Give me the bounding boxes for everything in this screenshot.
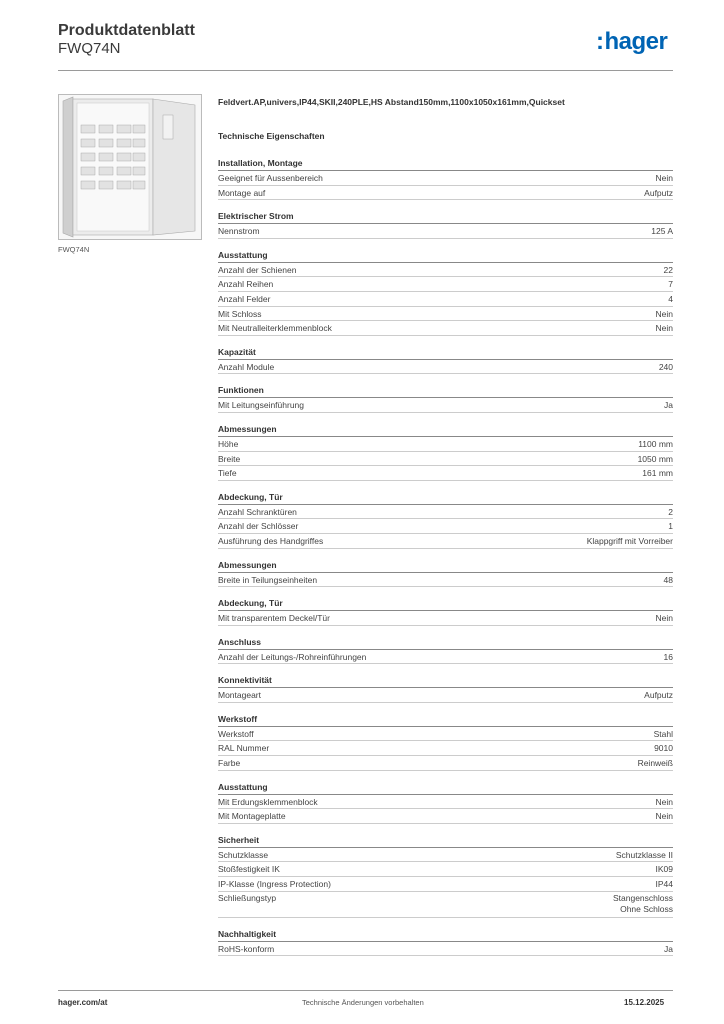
section-heading: Installation, Montage bbox=[218, 157, 673, 171]
spec-value: IK09 bbox=[655, 864, 673, 875]
spec-value: Aufputz bbox=[644, 690, 673, 701]
spec-section bbox=[218, 713, 673, 771]
spec-row bbox=[218, 727, 673, 742]
spec-value: Aufputz bbox=[644, 187, 673, 198]
spec-section bbox=[218, 491, 673, 549]
spec-label: Montage auf bbox=[218, 187, 266, 198]
spec-section bbox=[218, 928, 673, 957]
spec-row bbox=[218, 398, 673, 413]
spec-label: Farbe bbox=[218, 758, 241, 769]
spec-row bbox=[218, 862, 673, 877]
spec-label: Höhe bbox=[218, 438, 239, 449]
spec-section bbox=[218, 559, 673, 588]
section-heading: Kapazität bbox=[218, 346, 673, 360]
spec-row bbox=[218, 795, 673, 810]
spec-row bbox=[218, 466, 673, 481]
spec-value: 2 bbox=[668, 506, 673, 517]
spec-section bbox=[218, 157, 673, 200]
spec-value: 1 bbox=[668, 521, 673, 532]
tech-properties-title: Technische Eigenschaften bbox=[218, 131, 325, 141]
spec-label: Mit Erdungsklemmenblock bbox=[218, 796, 318, 807]
spec-section bbox=[218, 597, 673, 626]
footer-date: 15.12.2025 bbox=[624, 998, 665, 1007]
section-heading: Abmessungen bbox=[218, 423, 673, 437]
spec-label: Schutzklasse bbox=[218, 849, 269, 860]
spec-label: Ausführung des Handgriffes bbox=[218, 535, 324, 546]
spec-value: IP44 bbox=[655, 879, 673, 890]
spec-row bbox=[218, 186, 673, 201]
spec-section bbox=[218, 781, 673, 824]
spec-label: Mit Montageplatte bbox=[218, 811, 286, 822]
spec-label: Anzahl Reihen bbox=[218, 279, 274, 290]
spec-value: Reinweiß bbox=[637, 758, 673, 769]
spec-row bbox=[218, 650, 673, 665]
spec-row bbox=[218, 519, 673, 534]
spec-row bbox=[218, 263, 673, 278]
article-number: FWQ74N bbox=[58, 40, 121, 57]
spec-value bbox=[613, 893, 673, 917]
hager-logo: :hager bbox=[596, 28, 668, 55]
spec-value: 4 bbox=[668, 293, 673, 304]
spec-value: 1100 mm bbox=[638, 438, 673, 449]
spec-row bbox=[218, 360, 673, 375]
spec-label: Mit Leitungseinführung bbox=[218, 400, 305, 411]
spec-label: Breite in Teilungseinheiten bbox=[218, 574, 318, 585]
spec-row bbox=[218, 277, 673, 292]
section-heading: Ausstattung bbox=[218, 781, 673, 795]
image-caption: FWQ74N bbox=[58, 245, 90, 254]
header-divider bbox=[58, 70, 673, 71]
spec-section bbox=[218, 636, 673, 665]
footer-website: hager.com/at bbox=[58, 998, 108, 1007]
spec-value-line: Ohne Schloss bbox=[620, 903, 673, 914]
section-heading: Ausstattung bbox=[218, 249, 673, 263]
spec-value: Stahl bbox=[653, 728, 673, 739]
spec-value: 7 bbox=[668, 279, 673, 290]
section-heading: Konnektivität bbox=[218, 674, 673, 688]
spec-label: Anzahl der Leitungs-/Rohreinführungen bbox=[218, 651, 367, 662]
spec-value: 161 mm bbox=[642, 468, 673, 479]
spec-section bbox=[218, 210, 673, 239]
spec-section bbox=[218, 346, 673, 375]
product-specs bbox=[218, 97, 673, 966]
spec-value: Klappgriff mit Vorreiber bbox=[586, 535, 673, 546]
spec-value: 1050 mm bbox=[637, 453, 673, 464]
spec-row bbox=[218, 505, 673, 520]
spec-row bbox=[218, 171, 673, 186]
spec-row bbox=[218, 292, 673, 307]
section-heading: Abdeckung, Tür bbox=[218, 597, 673, 611]
spec-value: 48 bbox=[663, 574, 673, 585]
spec-label: IP-Klasse (Ingress Protection) bbox=[218, 879, 331, 890]
spec-section bbox=[218, 249, 673, 336]
spec-row bbox=[218, 877, 673, 892]
spec-label: Anzahl Schranktüren bbox=[218, 506, 297, 517]
spec-label: Stoßfestigkeit IK bbox=[218, 864, 280, 875]
section-heading: Sicherheit bbox=[218, 834, 673, 848]
spec-value: Ja bbox=[664, 400, 673, 411]
spec-value: Nein bbox=[655, 811, 673, 822]
spec-value: 22 bbox=[663, 264, 673, 275]
section-heading: Funktionen bbox=[218, 384, 673, 398]
spec-section bbox=[218, 384, 673, 413]
spec-label: Anzahl der Schienen bbox=[218, 264, 297, 275]
product-image bbox=[58, 94, 202, 240]
spec-label: Geeignet für Aussenbereich bbox=[218, 173, 323, 183]
spec-row bbox=[218, 809, 673, 824]
spec-label: Schließungstyp bbox=[218, 892, 277, 903]
spec-value: 125 A bbox=[651, 226, 673, 237]
spec-value-line: Stangenschloss bbox=[612, 892, 673, 903]
footer-note: Technische Änderungen vorbehalten bbox=[302, 998, 424, 1007]
section-heading: Anschluss bbox=[218, 636, 673, 650]
spec-label: RoHS-konform bbox=[218, 943, 275, 954]
spec-label: Tiefe bbox=[218, 468, 237, 479]
spec-value: 9010 bbox=[654, 743, 673, 754]
spec-row bbox=[218, 741, 673, 756]
spec-row bbox=[218, 942, 673, 957]
section-heading: Abdeckung, Tür bbox=[218, 491, 673, 505]
spec-label: RAL Nummer bbox=[218, 743, 270, 754]
spec-row bbox=[218, 307, 673, 322]
product-description: Feldvert.AP,univers,IP44,SKII,240PLE,HS Abstand150mm,1100x1050x161mm,Quickset bbox=[218, 97, 565, 107]
spec-sections bbox=[218, 157, 673, 956]
spec-label: Breite bbox=[218, 453, 241, 464]
spec-row bbox=[218, 452, 673, 467]
spec-row bbox=[218, 892, 673, 918]
spec-section bbox=[218, 423, 673, 481]
spec-label: Anzahl Module bbox=[218, 361, 275, 372]
spec-row bbox=[218, 573, 673, 588]
spec-value: 240 bbox=[658, 361, 673, 372]
spec-value: 16 bbox=[663, 651, 673, 662]
spec-value: Schutzklasse II bbox=[615, 849, 673, 860]
section-heading: Abmessungen bbox=[218, 559, 673, 573]
spec-label: Anzahl der Schlösser bbox=[218, 521, 299, 532]
spec-value: Ja bbox=[664, 943, 673, 954]
spec-section bbox=[218, 674, 673, 703]
spec-row bbox=[218, 848, 673, 863]
spec-row bbox=[218, 611, 673, 626]
spec-value: Nein bbox=[655, 308, 673, 319]
section-heading: Nachhaltigkeit bbox=[218, 928, 673, 942]
spec-row bbox=[218, 437, 673, 452]
spec-label: Anzahl Felder bbox=[218, 293, 271, 304]
spec-section bbox=[218, 834, 673, 918]
spec-row bbox=[218, 534, 673, 549]
section-heading: Werkstoff bbox=[218, 713, 673, 727]
spec-value: Nein bbox=[655, 613, 673, 624]
spec-row bbox=[218, 321, 673, 336]
page-title: Produktdatenblatt bbox=[58, 22, 195, 39]
spec-row bbox=[218, 688, 673, 703]
spec-label: Mit transparentem Deckel/Tür bbox=[218, 613, 330, 624]
spec-value: Nein bbox=[655, 323, 673, 334]
section-heading: Elektrischer Strom bbox=[218, 210, 673, 224]
spec-row bbox=[218, 756, 673, 771]
spec-row bbox=[218, 224, 673, 239]
spec-label: Mit Neutralleiterklemmenblock bbox=[218, 323, 332, 334]
spec-value: Nein bbox=[655, 796, 673, 807]
spec-label: Nennstrom bbox=[218, 226, 260, 237]
footer-divider bbox=[58, 990, 673, 991]
spec-value: Nein bbox=[655, 173, 673, 183]
spec-label: Mit Schloss bbox=[218, 308, 262, 319]
spec-label: Montageart bbox=[218, 690, 261, 701]
spec-label: Werkstoff bbox=[218, 728, 254, 739]
